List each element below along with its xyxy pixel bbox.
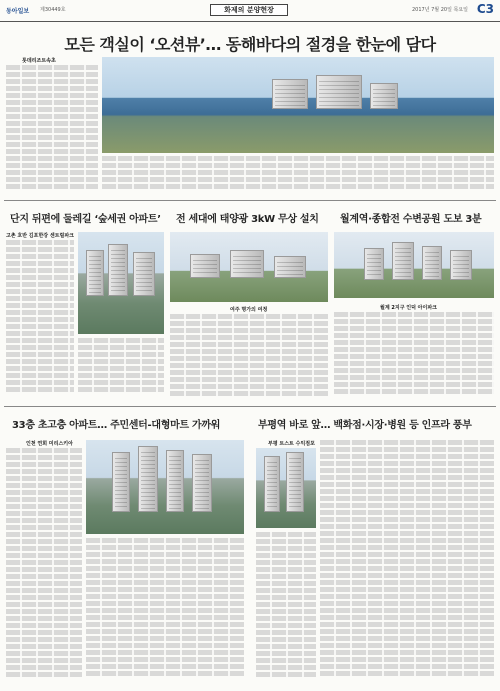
section-title-wolgye: 월계역·종합전 수변공원 도보 3분	[340, 214, 482, 225]
top-article-body	[6, 65, 98, 195]
resort-photo	[102, 57, 494, 153]
body-wolgye	[334, 312, 494, 402]
main-headline: 모든 객실이 ‘오션뷰’… 동해바다의 절경을 한눈에 담다	[64, 35, 436, 54]
photo-incheon	[86, 440, 244, 534]
photo-wolgye	[334, 232, 494, 298]
page-number: C3	[476, 2, 494, 16]
issue-number: 제30449호	[40, 7, 66, 13]
subhead-yeoju: 여주 명가의 여정	[230, 307, 268, 313]
subhead-wolgye: 월계 2지구 인덕 아이파크	[380, 305, 438, 311]
body-bupyeong-1	[256, 532, 316, 684]
body-incheon	[6, 448, 82, 684]
section-divider-2	[4, 406, 496, 407]
photo-yeoju	[170, 232, 328, 302]
section-divider	[4, 200, 496, 201]
subhead-bupyeong: 부평 트스트 수익점포	[268, 441, 315, 447]
photo-bupyeong	[256, 448, 316, 528]
body-bupyeong-2	[320, 440, 494, 684]
body-yeoju	[170, 314, 328, 402]
section-title-incheon: 33층 초고층 아파트… 주민센터-대형마트 가까워	[12, 420, 221, 431]
section-title-bupyeong: 부평역 바로 앞… 백화점·시장·병원 등 인프라 풍부	[258, 420, 472, 431]
page-header	[0, 0, 500, 22]
top-article-subhead: 롯데리조트속초	[22, 58, 56, 64]
section-label: 화제의 분양현장	[210, 4, 288, 16]
body-gimpo	[6, 240, 74, 400]
subhead-incheon: 인천 연희 미리스키아	[26, 441, 73, 447]
subhead-gimpo: 고촌 호반 김포한강 센트럴파크	[6, 233, 75, 239]
body-incheon-2	[86, 538, 244, 684]
date-line: 2017년 7월 20일 목요일	[411, 7, 468, 13]
body-gimpo-2	[78, 338, 164, 402]
top-article-columns	[102, 156, 494, 194]
masthead: 동아일보	[6, 8, 30, 15]
section-title-yeoju: 전 세대에 태양광 3kW 무상 설치	[176, 214, 319, 225]
section-title-gimpo: 단지 뒤편에 둘레길 ‘숲세권 아파트’	[10, 214, 161, 225]
photo-gimpo	[78, 232, 164, 334]
